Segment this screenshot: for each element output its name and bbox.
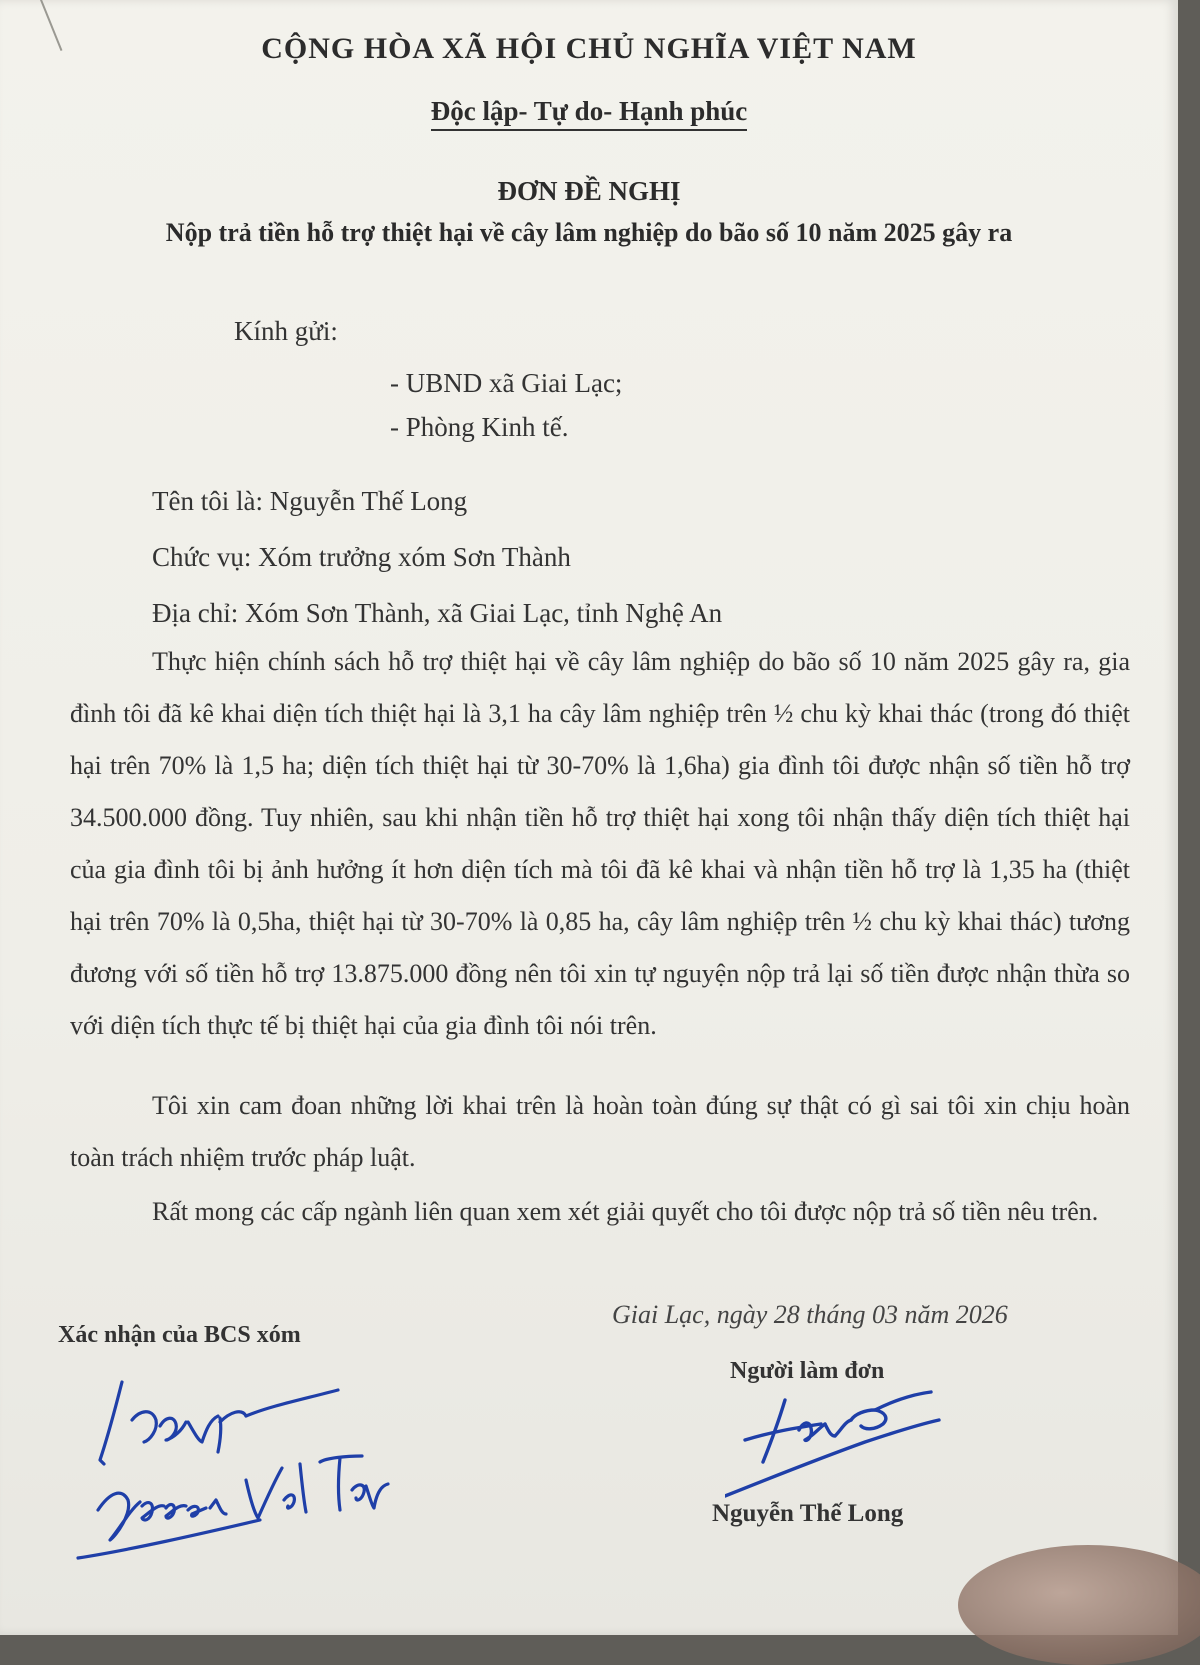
national-title: CỘNG HÒA XÃ HỘI CHỦ NGHĨA VIỆT NAM [261, 32, 917, 65]
recipient-item-phong-kinh-te: - Phòng Kinh tế. [390, 412, 569, 442]
body-paragraph-1: Thực hiện chính sách hỗ trợ thiệt hại về cây lâm nghiệp do bão số 10 năm 2025 gây ra, gia đình tôi đã kê khai diện tích thiệt hại là 3,1 ha cây lâm nghiệp trên ½ chu kỳ khai thác (trong đó thiệt hại trên 70% là 1,5 ha; diện tích thiệt hại từ 30-70% là 1,6ha) gia đình tôi được nhận số tiền hỗ trợ 34.500.000 đồng. Tuy nhiên, sau khi nhận tiền hỗ trợ thiệt hại xong tôi nhận thấy diện tích thiệt hại của gia đình tôi bị ảnh hưởng ít hơn diện tích mà tôi đã kê khai và nhận tiền hỗ trợ là 1,35 ha (thiệt hại trên 70% là 0,5ha, thiệt hại từ 30-70% là 0,85 ha, cây lâm nghiệp trên ½ chu kỳ khai thác) tương đương với số tiền hỗ trợ 13.875.000 đồng nên tôi xin tự nguyện nộp trả lại số tiền được nhận thừa so với diện tích thực tế bị thiệt hại của gia đình tôi nói trên. [70, 647, 1130, 1040]
recipients-label: Kính gửi: [234, 316, 338, 346]
document-subtitle: Nộp trả tiền hỗ trợ thiệt hại về cây lâm nghiệp do bão số 10 năm 2025 gây ra [165, 218, 1013, 247]
right-applicant-label: Người làm đơn [730, 1358, 885, 1384]
body-paragraph-3: Rất mong các cấp ngành liên quan xem xét giải quyết cho tôi được nộp trả số tiền nêu trên. [152, 1197, 1099, 1226]
recipient-item-ubnd: - UBND xã Giai Lạc; [390, 368, 623, 398]
motto-text: Độc lập- Tự do- Hạnh phúc [431, 96, 748, 131]
applicant-position: Chức vụ: Xóm trưởng xóm Sơn Thành [152, 542, 571, 572]
right-signer-name: Nguyễn Thế Long [712, 1500, 904, 1527]
right-signature-icon [725, 1380, 945, 1510]
finger-shadow [958, 1545, 1200, 1665]
body-paragraph-2: Tôi xin cam đoan những lời khai trên là hoàn toàn đúng sự thật có gì sai tôi xin chịu hoàn toàn trách nhiệm trước pháp luật. [70, 1091, 1130, 1172]
applicant-name: Tên tôi là: Nguyễn Thế Long [152, 486, 468, 516]
left-confirm-label: Xác nhận của BCS xóm [58, 1322, 301, 1348]
left-signature-icon [70, 1360, 410, 1580]
document-title: ĐƠN ĐỀ NGHỊ [497, 176, 681, 206]
national-motto [0, 96, 1178, 127]
date-line: Giai Lạc, ngày 28 tháng 03 năm 2026 [612, 1300, 1008, 1329]
applicant-address: Địa chỉ: Xóm Sơn Thành, xã Giai Lạc, tỉnh Nghệ An [152, 598, 723, 628]
